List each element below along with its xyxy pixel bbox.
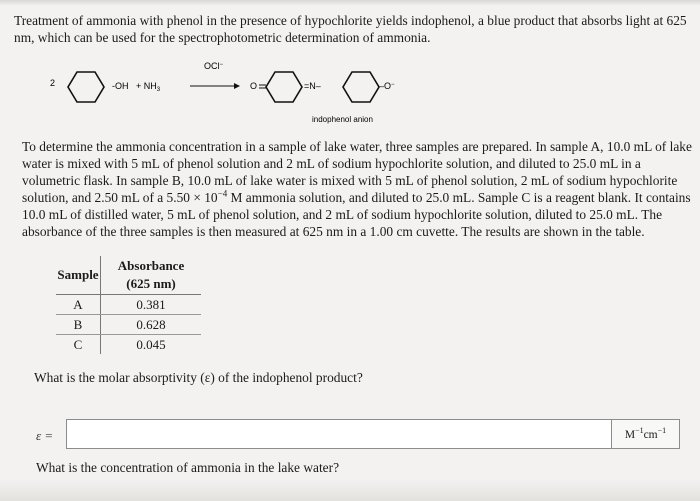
header-sample: Sample bbox=[56, 256, 101, 295]
bottom-shadow bbox=[0, 479, 700, 501]
unit-label: $M^{-1}cm^{-1}$ bbox=[612, 419, 680, 449]
question-molar-absorptivity: What is the molar absorptivity (ε) of the indophenol product? bbox=[34, 370, 363, 385]
epsilon-label: ε = bbox=[36, 428, 54, 443]
table-row: B 0.628 bbox=[56, 315, 201, 335]
quinone-ring bbox=[266, 72, 302, 102]
phenol-ring bbox=[68, 72, 104, 102]
scheme-oh-label: -OH bbox=[112, 81, 129, 91]
procedure-paragraph: To determine the ammonia concentration in a sample of lake water, three samples are prepared. In sample A, 10.0 mL of lake water is mixed with 5 mL of phenol solution and 2 mL of sodium hypochlorite solution, and diluted to 25.0 mL in a volumetric flask. In sample B, 10.0 mL of lake water is mixed with 5 mL of phenol solution, 2 mL of sodium hypochlorite solution, and 2.50 mL of a $5.50 \times 10^{-4}$ M ammonia solution, and diluted to 25.0 mL. Sample C is a reagent blank. It contains 10.0 mL of distilled water, 5 mL of phenol solution, and 2 mL of sodium hypochlorite solution, diluted to 25.0 mL. The absorbance of the three samples is then measured at 625 nm in a 1.00 cm cuvette. The results are shown in the table. bbox=[22, 139, 692, 239]
phenoxide-ring bbox=[343, 72, 379, 102]
intro-paragraph: Treatment of ammonia with phenol in the presence of hypochlorite yields indophenol, a blue product that absorbs light at 625 nm, which can be used for the spectrophotometric determination of ammonia. bbox=[14, 13, 687, 45]
results-table bbox=[56, 256, 201, 354]
header-absorbance: Absorbance (625 nm) bbox=[101, 256, 202, 295]
scheme-reagent: OCl− bbox=[204, 61, 224, 71]
scheme-product-o: O bbox=[250, 81, 258, 91]
table-row: C 0.045 bbox=[56, 335, 201, 355]
table-row: A 0.381 bbox=[56, 295, 201, 315]
product-caption: indophenol anion bbox=[312, 115, 373, 124]
top-shadow bbox=[0, 0, 700, 6]
scheme-product-n: =N– bbox=[304, 81, 321, 91]
scheme-nh3-label: + $NH_3$ bbox=[136, 81, 161, 93]
question-ammonia-concentration: What is the concentration of ammonia in the lake water? bbox=[36, 460, 340, 475]
reaction-arrowhead bbox=[234, 83, 240, 89]
scheme-product-o-minus: –O− bbox=[379, 81, 395, 91]
reaction-scheme bbox=[50, 56, 470, 126]
epsilon-answer-input[interactable] bbox=[66, 419, 612, 449]
scheme-coefficient: 2 bbox=[50, 78, 56, 88]
